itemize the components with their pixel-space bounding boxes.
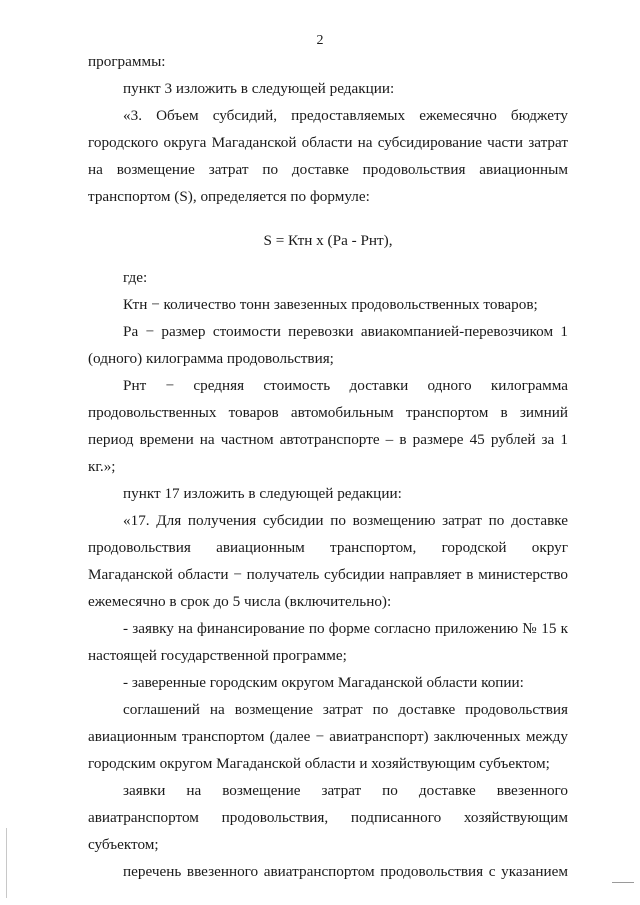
- paragraph-programmy: программы:: [88, 53, 166, 70]
- paragraph-punkt-17-text: «17. Для получения субсидии по возмещению затрат по доставке продовольствия авиационным транспортом, городской округ Магаданской области − получатель субсидии направляет в министерство ежемесячно в срок до 5 числа (включительно):: [88, 512, 568, 610]
- paragraph-perechen: перечень ввезенного авиатранспортом продовольствия с указанием: [123, 863, 568, 880]
- scan-margin-line: [6, 828, 7, 898]
- paragraph-punkt-17-intro: пункт 17 изложить в следующей редакции:: [123, 485, 402, 502]
- scan-edge-mark: [612, 882, 634, 883]
- paragraph-rnt-definition: Рнт − средняя стоимость доставки одного килограмма продовольственных товаров автомобильным транспортом в зимний период времени на частном автотранспорте – в размере 45 рублей за 1 кг.»;: [88, 377, 568, 475]
- paragraph-ra-definition: Ра − размер стоимости перевозки авиакомпанией-перевозчиком 1 (одного) килограмма продовольствия;: [88, 323, 568, 367]
- list-item-zayavka: - заявку на финансирование по форме согласно приложению № 15 к настоящей государственной программе;: [88, 620, 568, 664]
- list-item-kopii: - заверенные городским округом Магаданской области копии:: [123, 674, 524, 691]
- paragraph-soglasheniya: соглашений на возмещение затрат по доставке продовольствия авиационным транспортом (далее − авиатранспорт) заключенных между городским округом Магаданской области и хозяйствующим субъектом;: [88, 701, 568, 772]
- formula: S = Ктн х (Ра - Рнт),: [263, 232, 393, 249]
- paragraph-punkt-3-intro: пункт 3 изложить в следующей редакции:: [123, 80, 395, 97]
- paragraph-gde: где:: [123, 269, 148, 286]
- page-number: 2: [316, 33, 324, 48]
- paragraph-punkt-3-text: «3. Объем субсидий, предоставляемых ежемесячно бюджету городского округа Магаданской области на субсидирование части затрат на возмещение затрат по доставке продовольствия авиационным транспортом (S), определяется по формуле:: [88, 107, 568, 205]
- document-body: [88, 48, 568, 885]
- paragraph-zayavki: заявки на возмещение затрат по доставке ввезенного авиатранспортом продовольствия, подписанного хозяйствующим субъектом;: [88, 782, 568, 853]
- paragraph-ktn-definition: Ктн − количество тонн завезенных продовольственных товаров;: [123, 296, 538, 313]
